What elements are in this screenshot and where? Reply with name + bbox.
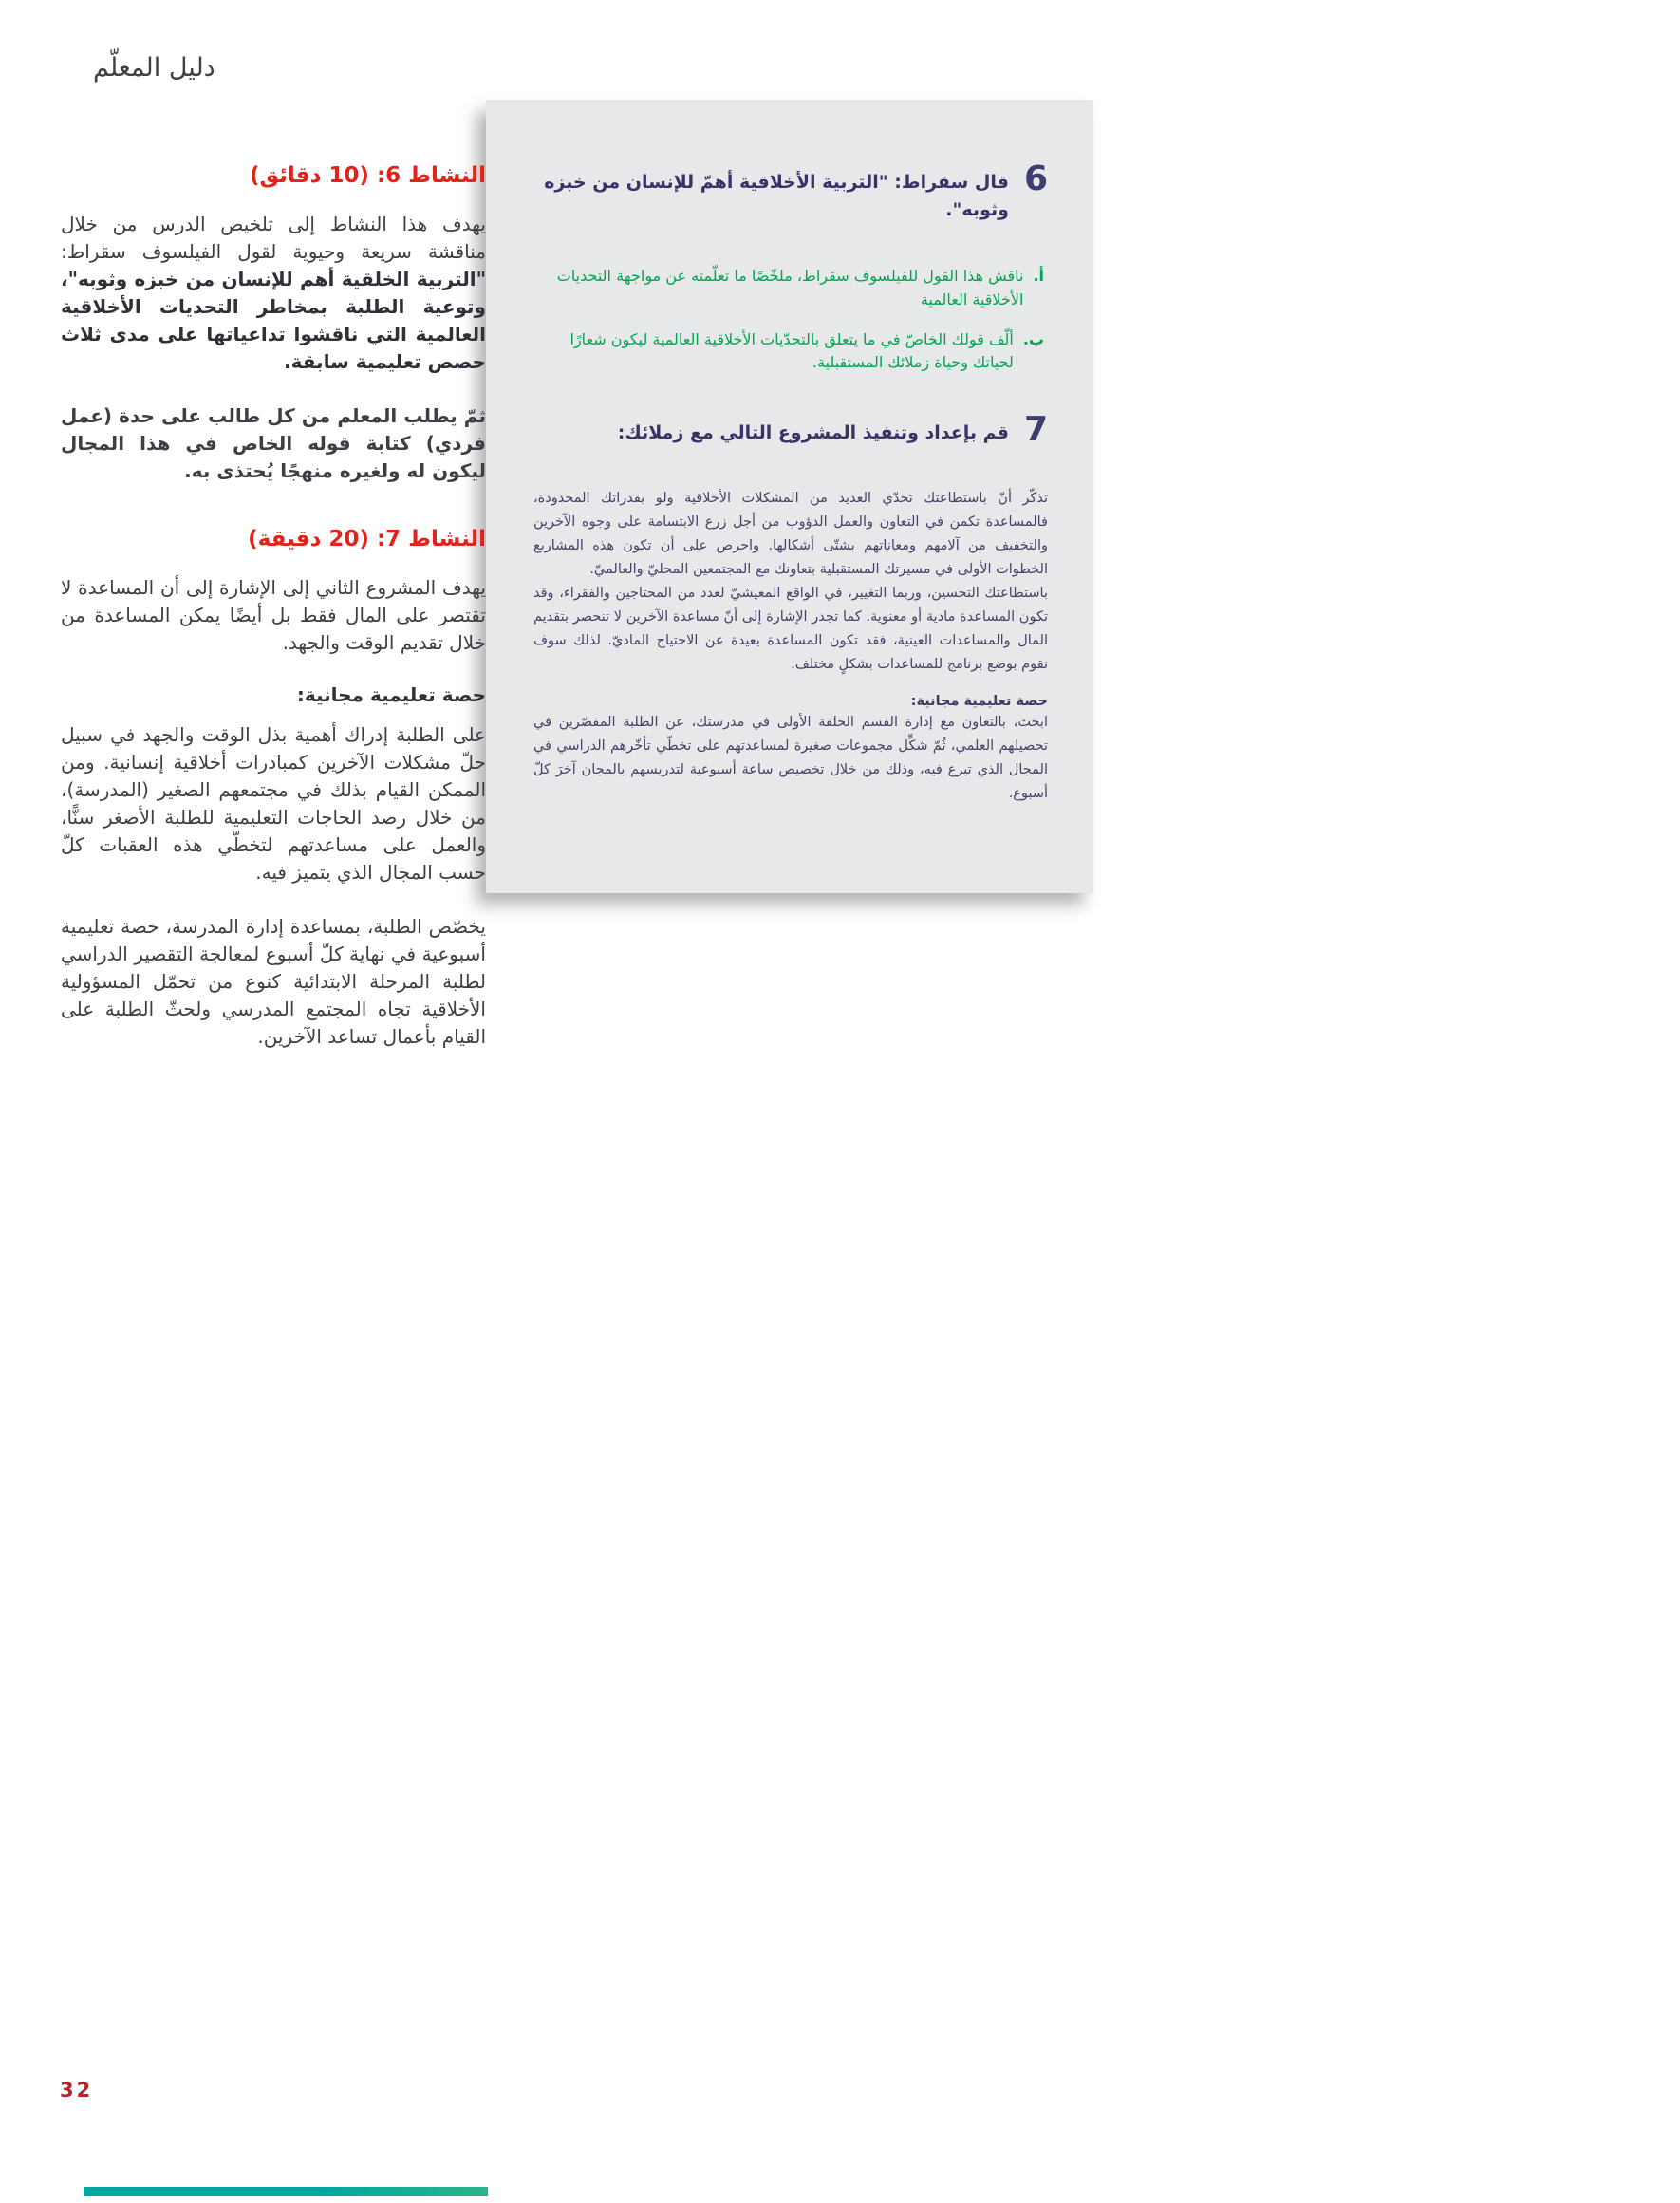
activity-6-heading: النشاط 6: (10 دقائق)	[250, 163, 486, 188]
exercise-7-description	[533, 487, 1048, 677]
activity-7-heading: النشاط 7: (20 دقيقة)	[248, 527, 486, 551]
exercise-6-text: قال سقراط: "التربية الأخلاقية أهمّ للإنسان من خبزه وثوبه".	[544, 172, 1009, 220]
activity-6-paragraph-2: ثمّ يطلب المعلم من كل طالب على حدة (عمل فردي) كتابة قوله الخاص في هذا المجال ليكون له ولغيره منهجًا يُحتذى به.	[61, 404, 486, 482]
activity-6-paragraph-1-normal: يهدف هذا النشاط إلى تلخيص الدرس من خلال مناقشة سريعة وحيوية لقول الفيلسوف سقراط:	[61, 213, 486, 263]
free-lesson-subheading: حصة تعليمية مجانية:	[296, 683, 486, 706]
student-book-excerpt-panel	[486, 100, 1093, 893]
exercise-7	[533, 410, 1048, 450]
panel-paragraph-1: تذكّر أنّ باستطاعتك تحدّي العديد من المشكلات الأخلاقية ولو بقدراتك المحدودة، فالمساعدة تكمن في التعاون والعمل الدؤوب من أجل زرع الابتسامة على وجوه الآخرين والتخفيف من آلامهم ومعاناتهم بشتّى أشكالها. واحرص على أن تكون هذه المشاريع الخطوات الأولى في مسيرتك المستقبلية بتعاونك مع المجتمعين المحليّ والعالميّ.	[533, 491, 1048, 577]
page-header-title: دليل المعلّم	[93, 53, 215, 83]
exercise-7-text: قم بإعداد وتنفيذ المشروع التالي مع زملائك:	[617, 422, 1009, 444]
subitem-b-text: ألّف قولك الخاصّ في ما يتعلق بالتحدّيات الأخلاقية العالمية ليكون شعارًا لحياتك وحياة زملائك المستقبلية.	[569, 329, 1014, 372]
subitem-a-text: ناقش هذا القول للفيلسوف سقراط، ملخّصًا ما تعلّمته عن مواجهة التحديات الأخلاقية العالمية	[556, 267, 1024, 308]
activity-6-paragraph-1-bold: "التربية الخلقية أهم للإنسان من خبزه وثوبه"، وتوعية الطلبة بمخاطر التحديات الأخلاقية العالمية التي ناقشوا تداعياتها على مدى ثلاث حصص تعليمية سابقة.	[61, 268, 486, 373]
activity-7-paragraph-3: يخصّص الطلبة، بمساعدة إدارة المدرسة، حصة تعليمية أسبوعية في نهاية كلّ أسبوع لمعالجة التقصير الدراسي لطلبة المرحلة الابتدائية كنوع من تحمّل المسؤولية الأخلاقية تجاه المجتمع المدرسي ولحثّ الطلبة على القيام بأعمال تساعد الآخرين.	[61, 915, 486, 1048]
exercise-6-subitems	[533, 265, 1048, 375]
page-number: 32	[60, 2079, 94, 2101]
free-lesson-heading: حصة تعليمية مجانية:	[910, 693, 1048, 709]
activity-7-paragraph-2: على الطلبة إدراك أهمية بذل الوقت والجهد في سبيل حلّ مشكلات الآخرين كمبادرات أخلاقية إنسانية. ومن الممكن القيام بذلك في مجتمعهم الصغير (المدرسة)، من خلال رصد الحاجات التعليمية للطلبة الأصغر سنًّا، والعمل على مساعدتهم لتخطّي هذه العقبات كلّ حسب المجال الذي يتميز فيه.	[61, 723, 486, 884]
free-lesson-body: ابحث، بالتعاون مع إدارة القسم الحلقة الأولى في مدرستك، عن الطلبة المقصّرين في تحصيلهم العلمي، ثُمّ شكِّل مجموعات صغيرة لمساعدتهم على تخطّي تأخّرهم الدراسي في المجال الذي تبرع فيه، وذلك من خلال تخصيص ساعة أسبوعية لتدريسهم بالمجان آخرَ كلّ أسبوع.	[533, 714, 1048, 801]
subitem-a	[533, 265, 1044, 312]
footer-accent-bar	[84, 2187, 488, 2196]
teacher-notes-column	[61, 163, 486, 1077]
subitem-b	[533, 328, 1044, 376]
exercise-7-number: 7	[1023, 410, 1048, 450]
exercise-6	[533, 159, 1048, 223]
exercise-6-number: 6	[1023, 159, 1048, 198]
activity-6-paragraph-1	[61, 211, 486, 376]
subitem-b-label: ب.	[1022, 329, 1044, 348]
subitem-a-label: أ.	[1033, 267, 1044, 285]
panel-paragraph-2: باستطاعتك التحسين، وربما التغيير، في الواقع المعيشيّ لعدد من المحتاجين والفقراء، وقد تكون المساعدة مادية أو معنوية. كما تجدر الإشارة إلى أنّ مساعدة الآخرين لا تنحصر بتقديم المال والمساعدات العينية، فقد تكون المساعدة بعيدة عن الاحتياج الماديّ. لذلك سوف نقوم بوضع برنامج للمساعدات بشكلٍ مختلف.	[533, 585, 1048, 672]
activity-7-paragraph-1: يهدف المشروع الثاني إلى الإشارة إلى أن المساعدة لا تقتصر على المال فقط بل أيضًا يمكن المساعدة من خلال تقديم الوقت والجهد.	[61, 576, 486, 654]
